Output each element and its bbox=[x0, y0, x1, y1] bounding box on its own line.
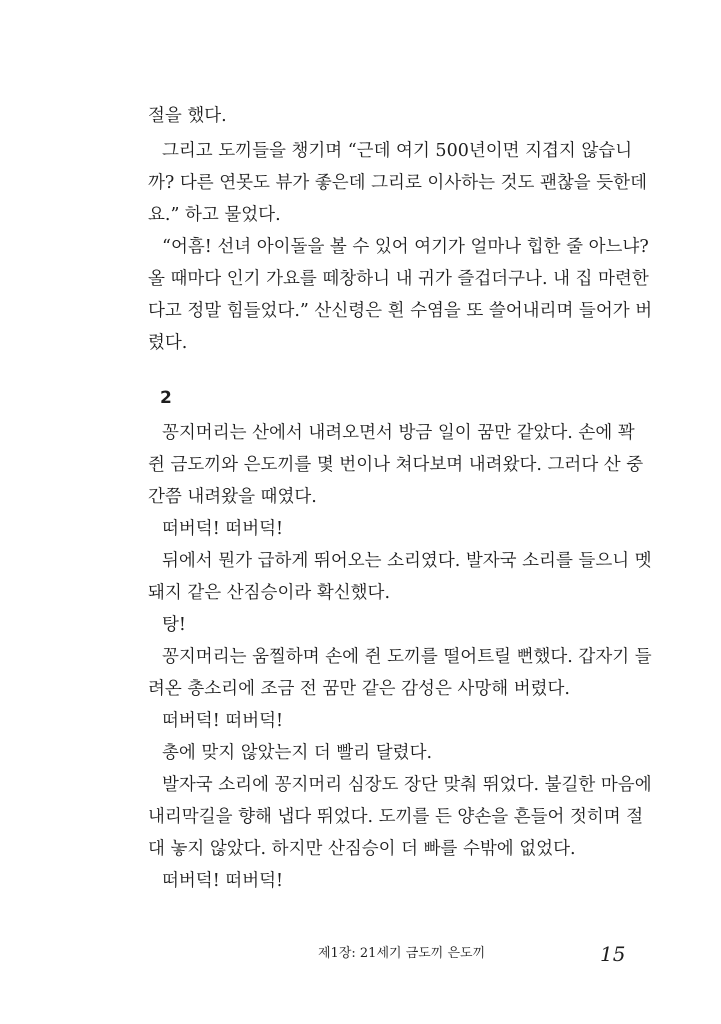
paragraph-line: 요.” 하고 물었다. bbox=[148, 205, 281, 225]
paragraph-line: 렸다. bbox=[148, 333, 188, 353]
paragraph-line: 내리막길을 향해 냅다 뛰었다. 도끼를 든 양손을 흔들어 젓히며 절 bbox=[148, 807, 644, 827]
paragraph-line: 발자국 소리에 꽁지머리 심장도 장단 맞춰 뛰었다. 불길한 마음에 bbox=[162, 775, 652, 795]
paragraph-line: 쥔 금도끼와 은도끼를 몇 번이나 쳐다보며 내려왔다. 그러다 산 중 bbox=[148, 455, 644, 475]
paragraph-line: 올 때마다 인기 가요를 떼창하니 내 귀가 즐겁더구나. 내 집 마련한 bbox=[148, 269, 649, 289]
paragraph-line: 떠버덕! 떠버덕! bbox=[162, 519, 284, 539]
paragraph-line: 다고 정말 힘들었다.” 산신령은 흰 수염을 또 쓸어내리며 들어가 버 bbox=[148, 301, 653, 321]
running-title: 제1장: 21세기 금도끼 은도끼 bbox=[318, 946, 486, 961]
paragraph-line: 절을 했다. bbox=[148, 106, 227, 126]
paragraph-line: 까? 다른 연못도 뷰가 좋은데 그리로 이사하는 것도 괜찮을 듯한데 bbox=[148, 173, 647, 193]
paragraph-line: 꽁지머리는 산에서 내려오면서 방금 일이 꿈만 같았다. 손에 꽉 bbox=[162, 423, 635, 443]
paragraph-line: “어흠! 선녀 아이돌을 볼 수 있어 여기가 얼마나 힙한 줄 아느냐? bbox=[162, 237, 649, 257]
paragraph-line: 대 놓지 않았다. 하지만 산짐승이 더 빠를 수밖에 없었다. bbox=[148, 839, 576, 859]
page-number: 15 bbox=[600, 942, 626, 966]
paragraph-line: 뒤에서 뭔가 급하게 뛰어오는 소리였다. 발자국 소리를 들으니 멧 bbox=[162, 551, 652, 571]
paragraph-line: 꽁지머리는 움찔하며 손에 쥔 도끼를 떨어트릴 뻔했다. 갑자기 들 bbox=[162, 647, 652, 667]
paragraph-line: 떠버덕! 떠버덕! bbox=[162, 711, 284, 731]
paragraph-line: 떠버덕! 떠버덕! bbox=[162, 871, 284, 891]
paragraph-line: 돼지 같은 산짐승이라 확신했다. bbox=[148, 583, 391, 603]
paragraph-line: 총에 맞지 않았는지 더 빨리 달렸다. bbox=[162, 743, 433, 763]
paragraph-line: 그리고 도끼들을 챙기며 “근데 여기 500년이면 지겹지 않습니 bbox=[162, 141, 633, 161]
section-number: 2 bbox=[160, 388, 172, 408]
paragraph-line: 탕! bbox=[162, 615, 186, 635]
paragraph-line: 간쯤 내려왔을 때였다. bbox=[148, 487, 317, 507]
paragraph-line: 려온 총소리에 조금 전 꿈만 같은 감성은 사망해 버렸다. bbox=[148, 679, 570, 699]
